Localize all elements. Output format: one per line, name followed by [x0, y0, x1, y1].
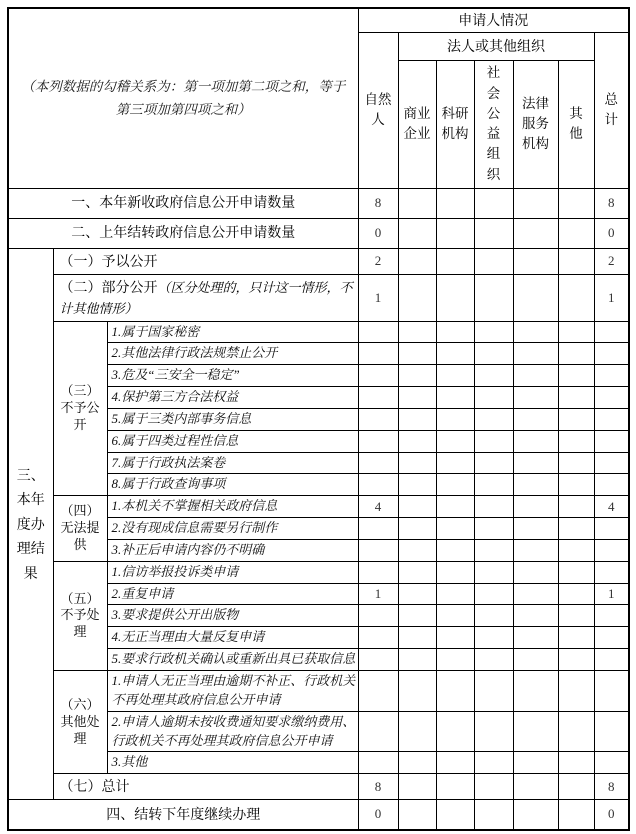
col-header-other — [558, 60, 594, 188]
value-cell — [513, 649, 558, 671]
row-label: 1.信访举报投诉类申请 — [107, 561, 358, 583]
value-cell — [474, 605, 513, 627]
value-cell — [436, 474, 474, 496]
value-cell: 1 — [358, 583, 398, 605]
col-header-business-enterprise — [398, 60, 436, 188]
value-cell — [513, 605, 558, 627]
value-cell — [436, 430, 474, 452]
value-cell — [558, 430, 594, 452]
value-cell — [398, 627, 436, 649]
col-header-natural-person-label: 自然人 — [364, 91, 392, 127]
value-cell — [436, 752, 474, 774]
col-header-total-label: 总计 — [604, 91, 619, 127]
value-cell — [594, 561, 629, 583]
value-cell — [398, 274, 436, 321]
row-label: 4.保护第三方合法权益 — [107, 387, 358, 409]
value-cell — [474, 188, 513, 218]
value-cell — [436, 218, 474, 248]
row-label: 二、上年结转政府信息公开申请数量 — [8, 218, 358, 248]
value-cell — [594, 671, 629, 712]
value-cell — [513, 452, 558, 474]
value-cell — [474, 627, 513, 649]
row-label: 2.没有现成信息需要另行制作 — [107, 518, 358, 540]
row-label: 2.重复申请 — [107, 583, 358, 605]
value-cell — [474, 496, 513, 518]
value-cell — [474, 321, 513, 343]
header-row-1 — [8, 8, 629, 32]
value-cell — [358, 321, 398, 343]
value-cell — [474, 452, 513, 474]
value-cell — [398, 561, 436, 583]
value-cell — [436, 774, 474, 800]
value-cell: 1 — [594, 274, 629, 321]
value-cell — [398, 605, 436, 627]
value-cell — [558, 188, 594, 218]
table-row — [8, 561, 629, 583]
value-cell — [398, 774, 436, 800]
value-cell — [358, 474, 398, 496]
value-cell: 0 — [358, 800, 398, 830]
value-cell — [436, 649, 474, 671]
value-cell: 8 — [358, 188, 398, 218]
value-cell — [513, 430, 558, 452]
value-cell — [513, 408, 558, 430]
value-cell — [594, 474, 629, 496]
value-cell — [594, 365, 629, 387]
value-cell — [474, 518, 513, 540]
value-cell — [436, 518, 474, 540]
value-cell — [474, 343, 513, 365]
table-row — [8, 671, 629, 712]
row-label: 4.无正当理由大量反复申请 — [107, 627, 358, 649]
col-header-legal-service-org — [513, 60, 558, 188]
value-cell — [436, 408, 474, 430]
row-label: 3.补正后申请内容仍不明确 — [107, 539, 358, 561]
value-cell — [398, 496, 436, 518]
value-cell — [594, 452, 629, 474]
value-cell — [474, 711, 513, 752]
row-label: 5.属于三类内部事务信息 — [107, 408, 358, 430]
value-cell — [358, 452, 398, 474]
value-cell — [594, 649, 629, 671]
table-body — [8, 188, 629, 830]
value-cell — [513, 274, 558, 321]
value-cell — [558, 605, 594, 627]
value-cell — [513, 711, 558, 752]
value-cell — [558, 752, 594, 774]
value-cell — [398, 539, 436, 561]
value-cell: 8 — [594, 774, 629, 800]
row-label: 3.其他 — [107, 752, 358, 774]
value-cell — [594, 605, 629, 627]
row-label: 1.申请人无正当理由逾期不补正、行政机关不再处理其政府信息公开申请 — [107, 671, 358, 712]
value-cell — [358, 605, 398, 627]
value-cell — [398, 321, 436, 343]
row-label: 3.要求提供公开出版物 — [107, 605, 358, 627]
value-cell — [558, 627, 594, 649]
section-label-text: 三、本年度办理结果 — [16, 466, 45, 581]
value-cell — [474, 752, 513, 774]
value-cell — [513, 671, 558, 712]
header-applicant-situation: 申请人情况 — [358, 8, 629, 32]
col-header-business-enterprise-label: 商业企业 — [403, 105, 431, 141]
value-cell — [436, 321, 474, 343]
value-cell — [558, 248, 594, 274]
value-cell — [594, 387, 629, 409]
value-cell — [436, 627, 474, 649]
value-cell — [513, 474, 558, 496]
value-cell — [474, 474, 513, 496]
row-label: 1.属于国家秘密 — [107, 321, 358, 343]
value-cell — [513, 539, 558, 561]
value-cell — [358, 752, 398, 774]
value-cell — [358, 711, 398, 752]
value-cell — [513, 561, 558, 583]
group-label-text: （五）不予处理 — [60, 590, 100, 640]
value-cell — [513, 343, 558, 365]
row-label: （七）总计 — [53, 774, 358, 800]
value-cell — [398, 452, 436, 474]
value-cell — [474, 408, 513, 430]
value-cell — [558, 800, 594, 830]
value-cell — [558, 274, 594, 321]
value-cell — [558, 408, 594, 430]
value-cell — [513, 627, 558, 649]
value-cell — [398, 671, 436, 712]
value-cell — [558, 218, 594, 248]
value-cell — [474, 365, 513, 387]
value-cell — [558, 518, 594, 540]
value-cell — [558, 649, 594, 671]
value-cell — [558, 671, 594, 712]
value-cell — [436, 496, 474, 518]
group-label — [53, 561, 107, 670]
col-header-research-institution-label: 科研机构 — [441, 105, 469, 141]
value-cell — [398, 408, 436, 430]
value-cell — [558, 365, 594, 387]
value-cell — [358, 365, 398, 387]
value-cell — [474, 387, 513, 409]
row-label: 5.要求行政机关确认或重新出具已获取信息 — [107, 649, 358, 671]
value-cell — [513, 583, 558, 605]
value-cell — [436, 671, 474, 712]
value-cell — [436, 539, 474, 561]
value-cell — [398, 218, 436, 248]
value-cell — [436, 800, 474, 830]
value-cell — [398, 752, 436, 774]
group-label — [53, 671, 107, 774]
value-cell — [398, 649, 436, 671]
value-cell — [558, 496, 594, 518]
value-cell — [398, 518, 436, 540]
value-cell — [513, 774, 558, 800]
value-cell: 0 — [358, 218, 398, 248]
value-cell — [594, 343, 629, 365]
table-row — [8, 774, 629, 800]
row-label: 1.本机关不掌握相关政府信息 — [107, 496, 358, 518]
value-cell: 2 — [594, 248, 629, 274]
value-cell — [474, 561, 513, 583]
value-cell — [358, 649, 398, 671]
value-cell — [558, 387, 594, 409]
value-cell — [474, 671, 513, 712]
value-cell — [513, 496, 558, 518]
value-cell — [398, 583, 436, 605]
value-cell — [474, 274, 513, 321]
row-label: （一）予以公开 — [53, 248, 358, 274]
row-label: 6.属于四类过程性信息 — [107, 430, 358, 452]
value-cell — [436, 605, 474, 627]
value-cell — [558, 583, 594, 605]
value-cell — [398, 188, 436, 218]
header-legal-or-other-org: 法人或其他组织 — [398, 32, 594, 60]
group-label-text: （三）不予公开 — [60, 382, 100, 432]
table-row — [8, 274, 629, 321]
value-cell — [594, 518, 629, 540]
row-label: 8.属于行政查询事项 — [107, 474, 358, 496]
value-cell — [398, 800, 436, 830]
value-cell — [558, 561, 594, 583]
value-cell — [358, 539, 398, 561]
value-cell — [436, 365, 474, 387]
value-cell — [513, 752, 558, 774]
row-label: 四、结转下年度继续办理 — [8, 800, 358, 830]
value-cell — [513, 387, 558, 409]
table-row — [8, 248, 629, 274]
row-label: 3.危及“三安全一稳定” — [107, 365, 358, 387]
value-cell — [398, 248, 436, 274]
col-header-natural-person — [358, 32, 398, 188]
value-cell — [513, 188, 558, 218]
value-cell — [436, 188, 474, 218]
value-cell — [474, 774, 513, 800]
value-cell — [558, 711, 594, 752]
table-row — [8, 188, 629, 218]
value-cell — [436, 274, 474, 321]
value-cell — [398, 430, 436, 452]
value-cell: 2 — [358, 248, 398, 274]
value-cell — [474, 800, 513, 830]
value-cell — [474, 649, 513, 671]
value-cell — [474, 583, 513, 605]
value-cell — [474, 430, 513, 452]
row-label: （二）部分公开（区分处理的，只计这一情形，不计其他情形） — [53, 274, 358, 321]
group-label-text: （四）无法提供 — [60, 503, 100, 552]
table-row — [8, 800, 629, 830]
value-cell — [558, 321, 594, 343]
row-label-note: （区分处理的，只计这一情形，不计其他情形） — [59, 279, 353, 316]
value-cell — [398, 711, 436, 752]
value-cell — [594, 627, 629, 649]
value-cell — [358, 627, 398, 649]
value-cell: 8 — [358, 774, 398, 800]
table-row — [8, 321, 629, 343]
group-label — [53, 496, 107, 562]
value-cell — [436, 561, 474, 583]
value-cell — [398, 474, 436, 496]
value-cell — [513, 518, 558, 540]
value-cell — [474, 539, 513, 561]
row-label: 2.其他法律行政法规禁止公开 — [107, 343, 358, 365]
value-cell — [558, 474, 594, 496]
value-cell: 0 — [594, 800, 629, 830]
section-label — [8, 248, 53, 800]
col-header-total — [594, 32, 629, 188]
value-cell — [594, 539, 629, 561]
col-header-social-welfare-org-label: 社会公益组织 — [486, 65, 501, 182]
table-note: （本列数据的勾稽关系为：第一项加第二项之和，等于第三项加第四项之和） — [8, 8, 358, 188]
value-cell — [358, 430, 398, 452]
value-cell: 1 — [594, 583, 629, 605]
value-cell — [594, 408, 629, 430]
value-cell — [513, 800, 558, 830]
value-cell — [558, 774, 594, 800]
value-cell — [436, 583, 474, 605]
value-cell — [436, 711, 474, 752]
value-cell — [594, 321, 629, 343]
value-cell — [398, 365, 436, 387]
value-cell — [358, 671, 398, 712]
col-header-legal-service-org-label: 法律服务机构 — [521, 95, 549, 152]
value-cell — [436, 343, 474, 365]
value-cell — [513, 321, 558, 343]
value-cell — [398, 387, 436, 409]
value-cell: 0 — [594, 218, 629, 248]
table-row — [8, 496, 629, 518]
table-row — [8, 218, 629, 248]
report-table — [7, 7, 630, 831]
value-cell — [358, 408, 398, 430]
value-cell — [358, 387, 398, 409]
value-cell — [513, 218, 558, 248]
value-cell: 4 — [358, 496, 398, 518]
col-header-research-institution — [436, 60, 474, 188]
row-label: 一、本年新收政府信息公开申请数量 — [8, 188, 358, 218]
value-cell — [436, 248, 474, 274]
value-cell — [358, 518, 398, 540]
value-cell — [358, 561, 398, 583]
value-cell: 1 — [358, 274, 398, 321]
group-label — [53, 321, 107, 496]
value-cell — [436, 387, 474, 409]
value-cell — [558, 452, 594, 474]
value-cell — [436, 452, 474, 474]
value-cell: 8 — [594, 188, 629, 218]
report-sheet — [7, 7, 630, 831]
value-cell — [513, 365, 558, 387]
value-cell — [594, 711, 629, 752]
value-cell — [474, 248, 513, 274]
value-cell — [358, 343, 398, 365]
col-header-other-label: 其他 — [569, 105, 583, 141]
value-cell: 4 — [594, 496, 629, 518]
value-cell — [513, 248, 558, 274]
col-header-social-welfare-org — [474, 60, 513, 188]
value-cell — [558, 343, 594, 365]
value-cell — [594, 430, 629, 452]
group-label-text: （六）其他处理 — [60, 696, 100, 746]
value-cell — [558, 539, 594, 561]
value-cell — [398, 343, 436, 365]
row-label: 2.申请人逾期未按收费通知要求缴纳费用、行政机关不再处理其政府信息公开申请 — [107, 711, 358, 752]
row-label: 7.属于行政执法案卷 — [107, 452, 358, 474]
value-cell — [474, 218, 513, 248]
value-cell — [594, 752, 629, 774]
